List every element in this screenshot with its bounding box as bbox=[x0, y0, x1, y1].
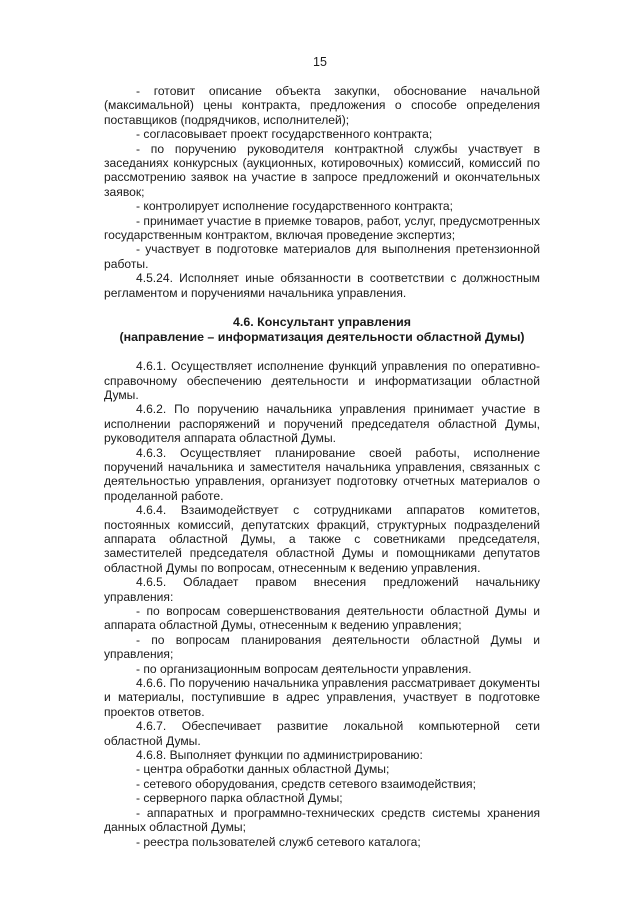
paragraph: - реестра пользователей служб сетевого каталога; bbox=[136, 834, 421, 849]
paragraph: - принимает участие в приемке товаров, работ, услуг, предусмотренных государственным контрактом, включая проведение экспертиз; bbox=[104, 213, 540, 243]
paragraph: - по поручению руководителя контрактной службы участвует в заседаниях конкурсных (аукционных, котировочных) комиссий, комиссий по рассмотрению заявок на участие в запросе предложений и окончательных заявок; bbox=[104, 141, 540, 199]
paragraph: 4.6.5. Обладает правом внесения предложений начальнику управления: bbox=[104, 575, 540, 604]
paragraph: - сетевого оборудования, средств сетевого взаимодействия; bbox=[136, 776, 476, 791]
paragraph: 4.6.7. Обеспечивает развитие локальной компьютерной сети областной Думы. bbox=[104, 719, 540, 748]
paragraph: - контролирует исполнение государственного контракта; bbox=[136, 199, 453, 214]
paragraph: - по вопросам планирования деятельности областной Думы и управления; bbox=[104, 632, 540, 662]
page-number: 15 bbox=[313, 55, 327, 69]
paragraph: - участвует в подготовке материалов для выполнения претензионной работы. bbox=[104, 242, 540, 271]
paragraph: - согласовывает проект государственного контракта; bbox=[136, 127, 433, 142]
section-heading: 4.6. Консультант управления bbox=[233, 315, 411, 330]
document-body bbox=[104, 84, 540, 849]
paragraph: 4.6.3. Осуществляет планирование своей работы, исполнение поручений начальника и заместителя начальника управления, связанных с деятельностью управления, организует подготовку отчетных материалов о проделанной работе. bbox=[104, 445, 540, 503]
paragraph: - центра обработки данных областной Думы; bbox=[136, 762, 390, 777]
paragraph: 4.6.1. Осуществляет исполнение функций управления по оперативно-справочному обеспечению деятельности и информатизации областной Думы. bbox=[104, 359, 540, 402]
paragraph: 4.6.8. Выполняет функции по администрированию: bbox=[136, 748, 423, 763]
section-subheading: (направление – информатизация деятельности областной Думы) bbox=[119, 330, 525, 345]
paragraph: 4.6.2. По поручению начальника управления принимает участие в исполнении распоряжений и поручений председателя областной Думы, руководителя аппарата областной Думы. bbox=[104, 402, 540, 446]
paragraph: 4.5.24. Исполняет иные обязанности в соответствии с должностным регламентом и поручениями начальника управления. bbox=[104, 271, 540, 300]
paragraph: - серверного парка областной Думы; bbox=[136, 791, 343, 806]
paragraph: - по вопросам совершенствования деятельности областной Думы и аппарата областной Думы, отнесенным к ведению управления; bbox=[104, 604, 540, 633]
paragraph: - по организационным вопросам деятельности управления. bbox=[136, 661, 472, 676]
paragraph: 4.6.6. По поручению начальника управления рассматривает документы и материалы, поступившие в адрес управления, участвует в подготовке проектов ответов. bbox=[104, 676, 540, 719]
paragraph: - аппаратных и программно-технических средств системы хранения данных областной Думы; bbox=[104, 805, 540, 835]
paragraph: - готовит описание объекта закупки, обоснование начальной (максимальной) цены контракта, предложения о способе определения поставщиков (подрядчиков, исполнителей); bbox=[104, 84, 540, 127]
paragraph: 4.6.4. Взаимодействует с сотрудниками аппаратов комитетов, постоянных комиссий, депутатских фракций, структурных подразделений аппарата областной Думы, а также с советниками председателя, заместителей председателя областной Думы и помощниками депутатов областной Думы по вопросам, отнесенным к ведению управления. bbox=[104, 503, 540, 575]
